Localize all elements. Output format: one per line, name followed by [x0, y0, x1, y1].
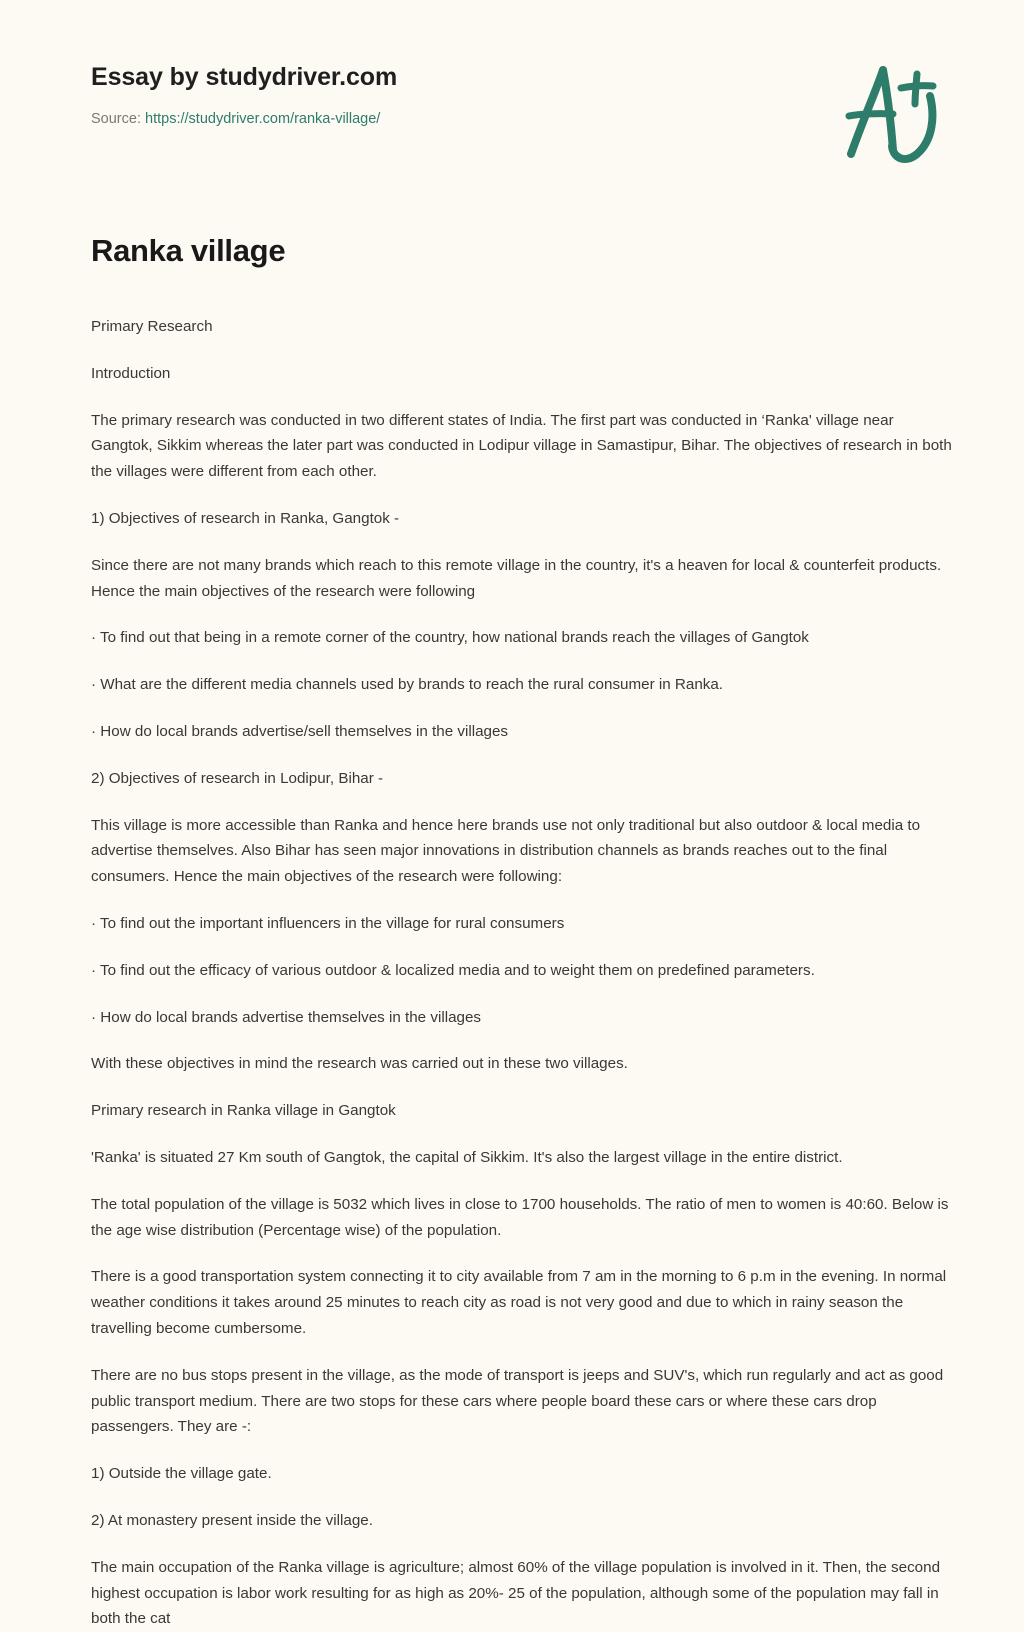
paragraph: There is a good transportation system connecting it to city available from 7 am in the morning to 6 p.m in the evening. In normal weather conditions it takes around 25 minutes to reach city as road is not very good and due to which in rainy season the travelling become cumbersome. [91, 1268, 947, 1337]
paragraph: The primary research was conducted in two different states of India. The first part was conducted in ‘Ranka' village near Gangtok, Sikkim whereas the later part was conducted in Lodipur village in Samastipur, Bihar. The objectives of research in both the villages were different from each other. [91, 411, 952, 481]
paragraph: With these objectives in mind the research was carried out in these two villages. [91, 1055, 628, 1073]
studydriver-logo[interactable] [829, 58, 949, 168]
paragraph: This village is more accessible than Ranka and hence here brands use not only traditional but also outdoor & local media to advertise themselves. Also Bihar has seen major innovations in distribution channels as brands reaches out to the final consumers. Hence the main objectives of the research were following: [91, 816, 921, 886]
a-plus-logo-icon [829, 58, 949, 168]
bullet-item: · To find out the important influencers in the village for rural consumers [91, 914, 565, 932]
page-title: Ranka village [91, 233, 286, 268]
paragraph: 1) Objectives of research in Ranka, Gangtok - [91, 509, 400, 527]
paragraph: 1) Outside the village gate. [91, 1465, 272, 1483]
brand-title: Essay by studydriver.com [91, 63, 398, 91]
paragraph: The total population of the village is 5032 which lives in close to 1700 households. The ratio of men to women is 40:60. Below is the age wise distribution (Percentage wise) of the population. [91, 1195, 949, 1239]
source-label: Source: [91, 111, 141, 127]
paragraph: Primary research in Ranka village in Gangtok [91, 1102, 396, 1120]
paragraph: The main occupation of the Ranka village is agriculture; almost 60% of the village population is involved in it. Then, the second highest occupation is labor work resulting for as high as 20%- 25 of the population, although some of the population may fall in both the cat [91, 1558, 941, 1628]
essay-body [0, 270, 1024, 1632]
paragraph: 2) At monastery present inside the village. [91, 1511, 373, 1529]
paragraph: Introduction [91, 364, 171, 382]
paragraph: 2) Objectives of research in Lodipur, Bihar - [91, 769, 384, 787]
paragraph: Since there are not many brands which reach to this remote village in the country, it's a heaven for local & counterfeit products. Hence the main objectives of the research were following [91, 556, 942, 600]
bullet-item: · What are the different media channels used by brands to reach the rural consumer in Ranka. [91, 676, 724, 694]
paragraph: There are no bus stops present in the village, as the mode of transport is jeeps and SUV's, which run regularly and act as good public transport medium. There are two stops for these cars where people board these cars or where these cars drop passengers. They are -: [91, 1366, 944, 1436]
bullet-item: · To find out that being in a remote corner of the country, how national brands reach the villages of Gangtok [91, 629, 809, 647]
paragraph: Primary Research [91, 318, 213, 335]
page-header [0, 0, 1024, 148]
bullet-item: · How do local brands advertise themselves in the villages [91, 1008, 482, 1026]
bullet-item: · How do local brands advertise/sell themselves in the villages [91, 722, 509, 740]
paragraph: 'Ranka' is situated 27 Km south of Gangtok, the capital of Sikkim. It's also the largest village in the entire district. [91, 1148, 843, 1166]
bullet-item: · To find out the efficacy of various outdoor & localized media and to weight them on predefined parameters. [91, 961, 815, 979]
source-url-link[interactable]: https://studydriver.com/ranka-village/ [145, 111, 381, 127]
